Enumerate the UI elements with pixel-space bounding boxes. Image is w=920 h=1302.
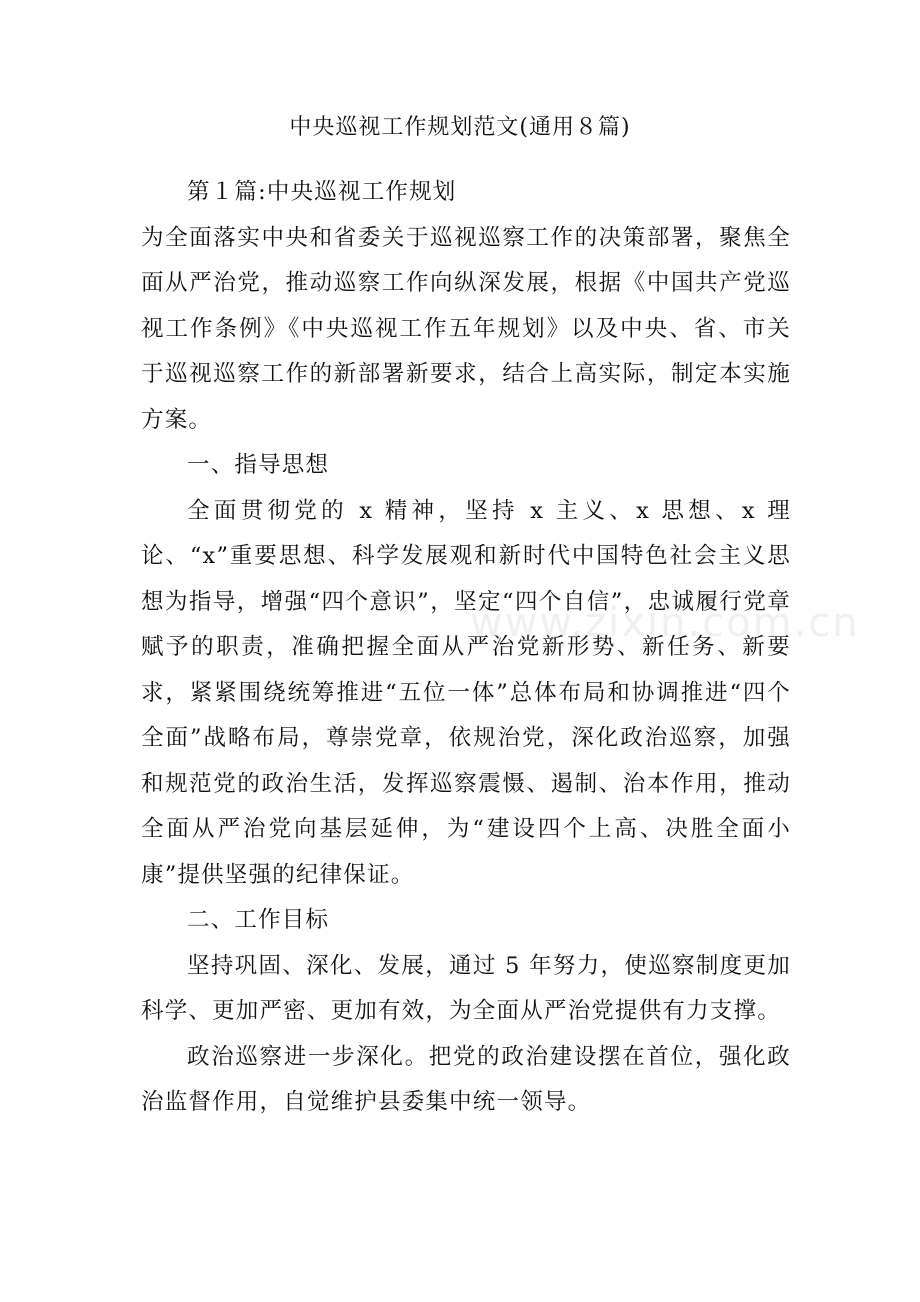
political-inspection-paragraph: 政治巡察进一步深化。把党的政治建设摆在首位，强化政治监督作用，自觉维护县委集中统一领导。 bbox=[141, 1043, 791, 1115]
intro-paragraph: 为全面落实中央和省委关于巡视巡察工作的决策部署，聚焦全面从严治党，推动巡察工作向纵深发展，根据《中国共产党巡视工作条例》《中央巡视工作五年规划》以及中央、省、市关于巡视巡察工作的新部署新要求，结合上高实际，制定本实施方案。 bbox=[141, 224, 791, 433]
document-body bbox=[141, 170, 791, 1126]
watermark: www.zixin.com.cn bbox=[470, 600, 860, 646]
work-goals-paragraph: 坚持巩固、深化、发展，通过 5 年努力，使巡察制度更加科学、更加严密、更加有效，为全面从严治党提供有力支撑。 bbox=[141, 952, 791, 1024]
heading-guiding-ideology: 一、指导思想 bbox=[187, 452, 330, 478]
document-title: 中央巡视工作规划范文(通用８篇) bbox=[289, 115, 631, 140]
section-heading: 第１篇:中央巡视工作规划 bbox=[187, 179, 457, 205]
guiding-ideology-paragraph: 全面贯彻党的 x 精神，坚持 x 主义、x 思想、x 理论、“x”重要思想、科学发展观和新时代中国特色社会主义思想为指导，增强“四个意识”，坚定“四个自信”，忠诚履行党章赋予的职责，准确把握全面从严治党新形势、新任务、新要求，紧紧围绕统筹推进“五位一体”总体布局和协调推进“四个全面”战略布局，尊崇党章，依规治党，深化政治巡察，加强和规范党的政治生活，发挥巡察震慑、遏制、治本作用，推动全面从严治党向基层延伸，为“建设四个上高、决胜全面小康”提供坚强的纪律保证。 bbox=[141, 497, 791, 888]
heading-work-goals: 二、工作目标 bbox=[187, 907, 330, 933]
